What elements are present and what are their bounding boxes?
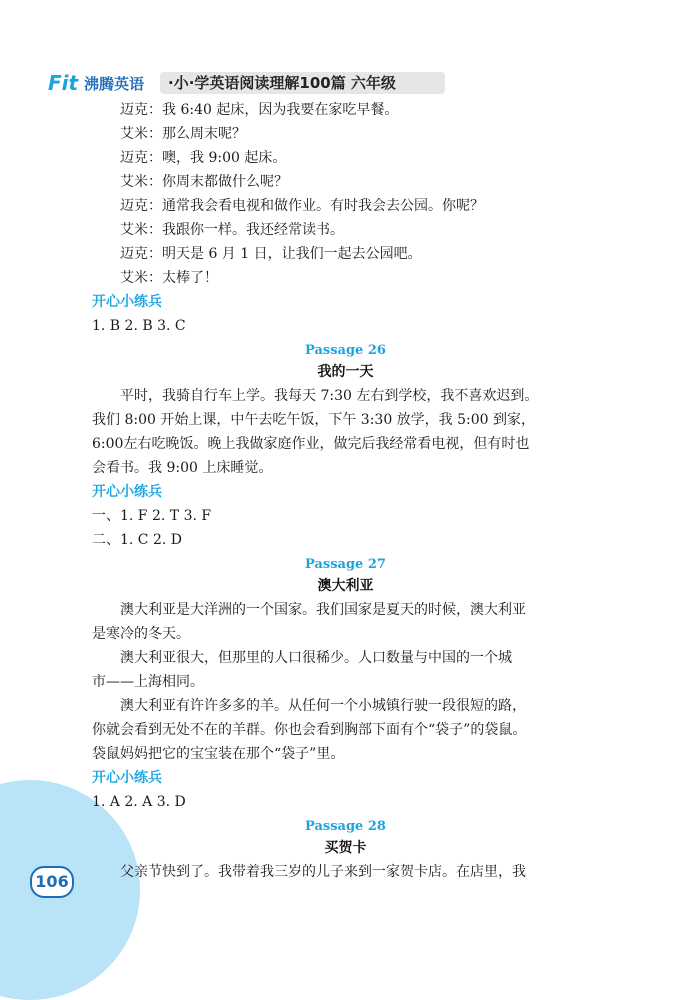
page-number: 106 xyxy=(30,866,74,898)
dialogue-line: 艾米：那么周末呢？ xyxy=(120,126,246,142)
practice-heading: 开心小练兵 xyxy=(92,484,162,500)
paragraph-line: 我们 8:00 开始上课，中午去吃午饭，下午 3:30 放学，我 5:00 到家， xyxy=(92,412,536,428)
paragraph-line: 澳大利亚很大，但那里的人口很稀少。人口数量与中国的一个城 xyxy=(120,650,512,666)
dialogue-line: 艾米：太棒了！ xyxy=(120,270,218,286)
passage-title: 买贺卡 xyxy=(324,840,367,856)
paragraph-line: 市——上海相同。 xyxy=(92,674,204,690)
dialogue-line: 迈克：明天是 6 月 1 日，让我们一起去公园吧。 xyxy=(120,246,422,262)
paragraph-line: 平时，我骑自行车上学。我每天 7:30 左右到学校，我不喜欢迟到。 xyxy=(120,388,539,404)
dialogue-line: 迈克：通常我会看电视和做作业。有时我会去公园。你呢？ xyxy=(120,198,484,214)
paragraph-line: 你就会看到无处不在的羊群。你也会看到胸部下面有个“袋子”的袋鼠。 xyxy=(92,722,527,738)
book-title: ·小·学英语阅读理解100篇 六年级 xyxy=(160,72,445,94)
brand-name: 沸腾英语 xyxy=(84,75,145,93)
paragraph-line: 澳大利亚是大洋洲的一个国家。我们国家是夏天的时候，澳大利亚 xyxy=(120,602,526,618)
practice-heading: 开心小练兵 xyxy=(92,294,162,310)
answer-line: 二、1. C 2. D xyxy=(92,532,183,548)
brand-logo: Fit xyxy=(48,71,79,95)
passage-title: 我的一天 xyxy=(317,364,374,380)
dialogue-line: 迈克：噢，我 9:00 起床。 xyxy=(120,150,287,166)
answer-line: 一、1. F 2. T 3. F xyxy=(92,508,212,524)
passage-label: Passage 26 xyxy=(305,343,386,358)
paragraph-line: 会看书。我 9:00 上床睡觉。 xyxy=(92,460,273,476)
passage-title: 澳大利亚 xyxy=(317,578,374,594)
paragraph-line: 袋鼠妈妈把它的宝宝装在那个“袋子”里。 xyxy=(92,746,345,762)
dialogue-line: 艾米：你周末都做什么呢？ xyxy=(120,174,288,190)
dialogue-line: 艾米：我跟你一样。我还经常读书。 xyxy=(120,222,344,238)
passage-label: Passage 27 xyxy=(305,557,386,572)
passage-label: Passage 28 xyxy=(305,819,386,834)
dialogue-line: 迈克：我 6:40 起床，因为我要在家吃早餐。 xyxy=(120,102,399,118)
paragraph-line: 父亲节快到了。我带着我三岁的儿子来到一家贺卡店。在店里，我 xyxy=(120,864,526,880)
answer-line: 1. B 2. B 3. C xyxy=(92,318,186,334)
paragraph-line: 6:00左右吃晚饭。晚上我做家庭作业，做完后我经常看电视，但有时也 xyxy=(92,436,530,452)
page-header xyxy=(48,72,448,94)
paragraph-line: 澳大利亚有许许多多的羊。从任何一个小城镇行驶一段很短的路， xyxy=(120,698,526,714)
practice-heading: 开心小练兵 xyxy=(92,770,162,786)
answer-line: 1. A 2. A 3. D xyxy=(92,794,186,810)
paragraph-line: 是寒冷的冬天。 xyxy=(92,626,190,642)
